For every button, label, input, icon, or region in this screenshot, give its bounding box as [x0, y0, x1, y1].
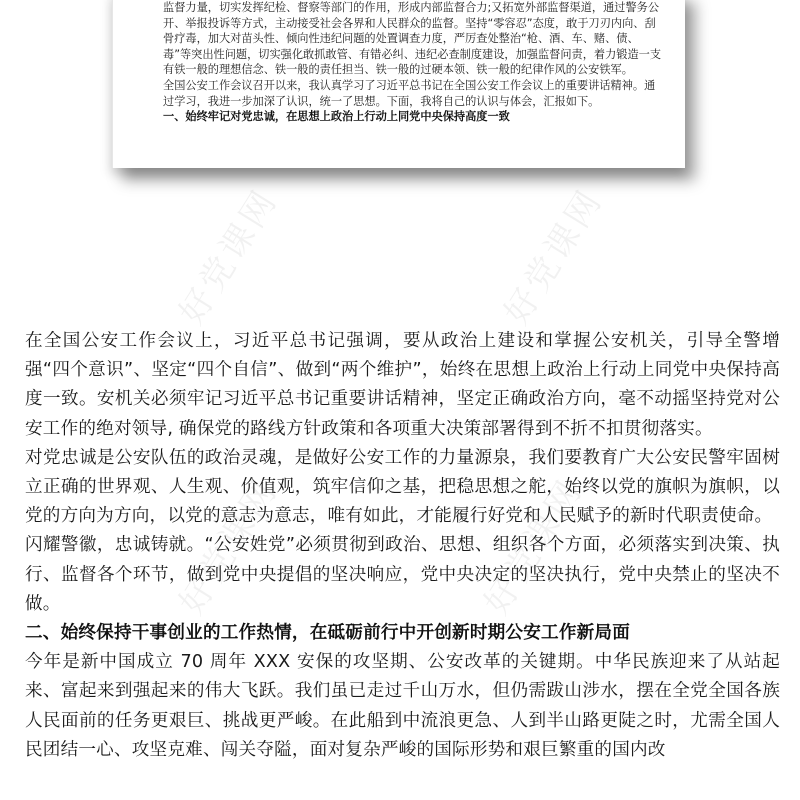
section-heading: 二、始终保持干事创业的工作热情，在砥砺前行中开创新时期公安工作新局面: [25, 623, 630, 644]
body-paragraph: 在全国公安工作会议上，习近平总书记强调，要从政治上建设和掌握公安机关，引导全警增强“四个意识”、坚定“四个自信”、做到“两个维护”，始终在思想上政治上行动上同党中央保持高度一致。安机关必须牢记习近平总书记重要讲话精神，坚定正确政治方向，毫不动摇坚持党对公安工作的绝对领导, 确保党的路线方针政策和各项重大决策部署得到不折不扣贯彻落实。: [25, 331, 780, 439]
card-paragraph: 全国公安工作会议召开以来，我认真学习了习近平总书记在全国公安工作会议上的重要讲话精神。通过学习，我进一步加深了认识，统一了思想。下面，我将自己的认识与体会，汇报如下。: [163, 78, 656, 108]
watermark: 好党课网: [171, 471, 287, 622]
document-preview-card: [112, 0, 685, 168]
document-body: [25, 327, 780, 765]
watermark: 好党课网: [476, 471, 592, 622]
watermark: 好党课网: [171, 181, 287, 332]
watermark: 好党课网: [496, 181, 612, 332]
card-section-heading: 一、始终牢记对党忠诚，在思想上政治上行动上同党中央保持高度一致: [163, 110, 510, 124]
body-paragraph: 今年是新中国成立 70 周年 XXX 安保的攻坚期、公安改革的关键期。中华民族迎来了从站起来、富起来到强起来的伟大飞跃。我们虽已走过千山万水，但仍需跋山涉水，摆在全党全国各族人民面前的任务更艰巨、挑战更严峻。在此船到中流浪更急、人到半山路更陡之时，尤需全国人民团结一心、攻坚克难、闯关夺隘，面对复杂严峻的国际形势和艰巨繁重的国内改: [25, 652, 780, 760]
document-preview-text: [163, 0, 663, 125]
body-paragraph: 闪耀警徽，忠诚铸就。“公安姓党”必须贯彻到政治、思想、组织各个方面，必须落实到决策、执行、监督各个环节，做到党中央提倡的坚决响应，党中央决定的坚决执行，党中央禁止的坚决不做。: [25, 535, 780, 614]
body-paragraph: 对党忠诚是公安队伍的政治灵魂，是做好公安工作的力量源泉，我们要教育广大公安民警牢固树立正确的世界观、人生观、价值观，筑牢信仰之基，把稳思想之舵，始终以党的旗帜为旗帜，以党的方向为方向，以党的意志为意志，唯有如此，才能履行好党和人民赋予的新时代职责使命。: [25, 447, 780, 527]
card-paragraph: 监督力量，切实发挥纪检、督察等部门的作用，形成内部监督合力;又拓宽外部监督渠道，通过警务公开、举报投诉等方式，主动接受社会各界和人民群众的监督。坚持“零容忍”态度，敢于刀刃内向、刮骨疗毒，加大对苗头性、倾向性违纪问题的处置调查力度，严厉查处整治“枪、酒、车、赌、债、毒”等突出性问题，切实强化敢抓敢管、有错必纠、违纪必查制度建设，加强监督问责，着力锻造一支有铁一般的理想信念、铁一般的责任担当、铁一般的过硬本领、铁一般的纪律作风的公安铁军。: [163, 1, 662, 77]
